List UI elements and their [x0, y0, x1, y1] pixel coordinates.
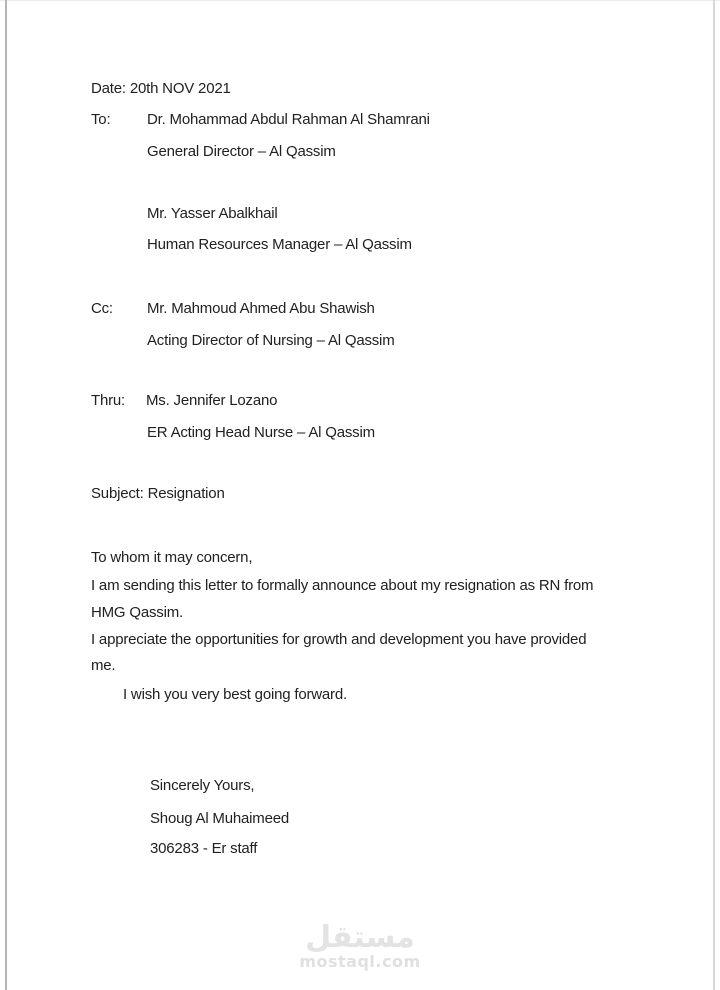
- mostaql-logo: مستقل: [305, 920, 415, 955]
- subject-line: Subject: Resignation: [91, 485, 225, 502]
- to-recipient2-title: Human Resources Manager – Al Qassim: [147, 236, 412, 253]
- to-recipient2-name: Mr. Yasser Abalkhail: [147, 205, 278, 222]
- body-paragraph-1-line-1: I am sending this letter to formally announce about my resignation as RN from: [91, 577, 594, 594]
- date-line: Date: 20th NOV 2021: [91, 80, 231, 97]
- body-paragraph-2-line-2: me.: [91, 657, 116, 674]
- page-right-edge: [713, 0, 715, 990]
- closing-line: I wish you very best going forward.: [123, 686, 347, 703]
- cc-recipient-name: Mr. Mahmoud Ahmed Abu Shawish: [147, 300, 375, 317]
- body-paragraph-1-line-2: HMG Qassim.: [91, 604, 183, 621]
- to-recipient-name: Dr. Mohammad Abdul Rahman Al Shamrani: [147, 111, 430, 128]
- to-recipient-title: General Director – Al Qassim: [147, 143, 336, 160]
- cc-recipient-title: Acting Director of Nursing – Al Qassim: [147, 332, 395, 349]
- page-left-edge: [5, 0, 7, 990]
- thru-label: Thru:: [91, 392, 126, 409]
- mostaql-site-text: mostaql.com: [299, 952, 421, 971]
- thru-recipient-name: Ms. Jennifer Lozano: [146, 392, 278, 409]
- page-top-edge: [0, 0, 720, 1]
- signature-id-role: 306283 - Er staff: [150, 840, 258, 857]
- signature-name: Shoug Al Muhaimeed: [150, 810, 289, 827]
- to-label: To:: [91, 111, 111, 128]
- salutation: To whom it may concern,: [91, 549, 253, 566]
- cc-label: Cc:: [91, 300, 113, 317]
- watermark: [0, 920, 720, 971]
- thru-recipient-title: ER Acting Head Nurse – Al Qassim: [147, 424, 375, 441]
- signature-valediction: Sincerely Yours,: [150, 777, 255, 794]
- body-paragraph-2-line-1: I appreciate the opportunities for growth and development you have provided: [91, 631, 587, 648]
